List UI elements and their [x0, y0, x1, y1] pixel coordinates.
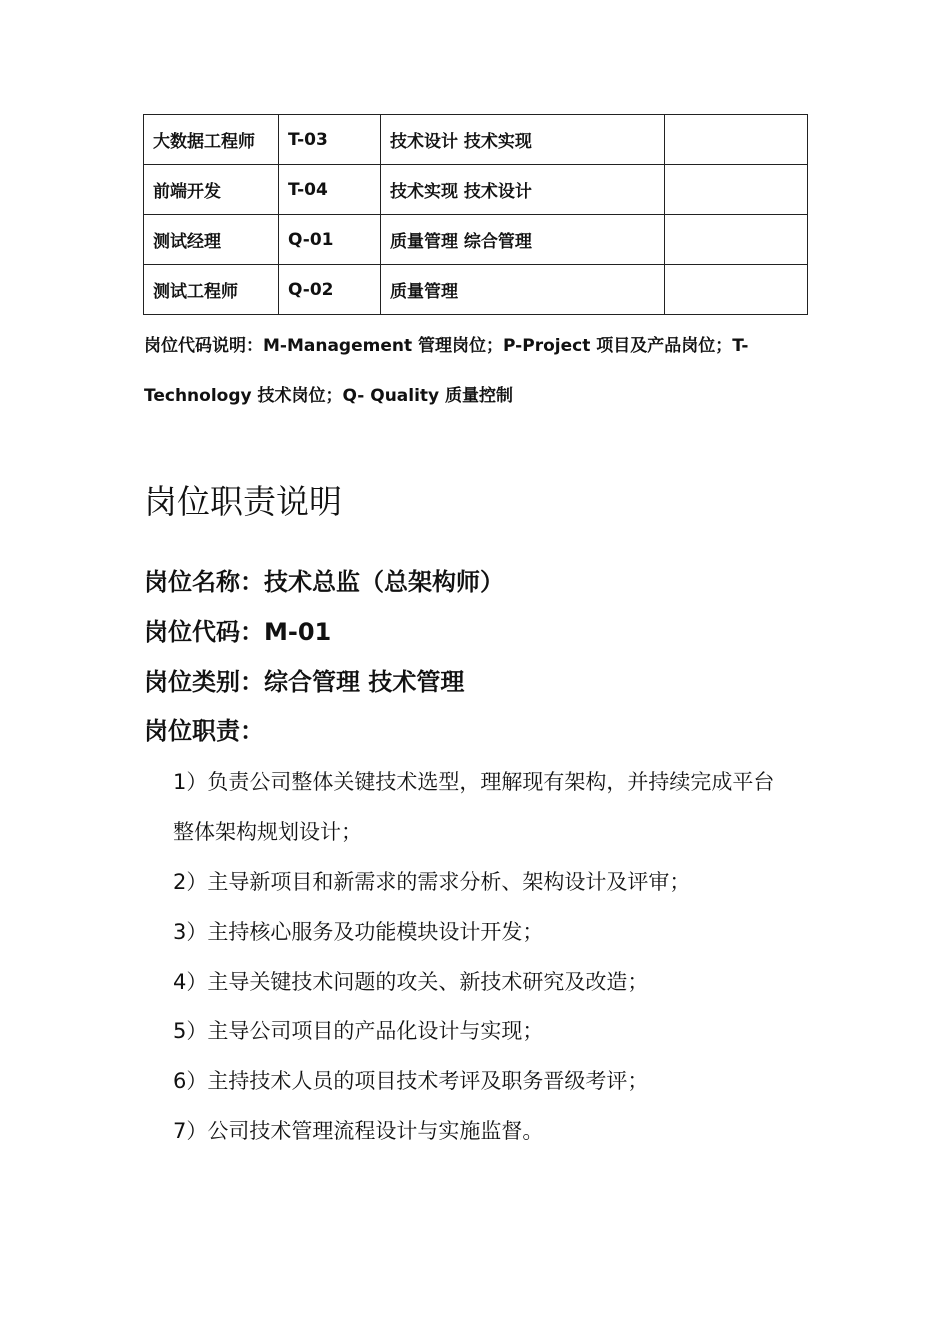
duty-item-1-continued: 整体架构规划设计； [173, 820, 362, 844]
role-code-cell: Q-01 [279, 215, 381, 265]
role-note-cell [665, 165, 808, 215]
role-note-cell [665, 215, 808, 265]
role-category-cell: 质量管理 [381, 265, 665, 315]
job-duty-heading: 岗位职责： [144, 717, 264, 745]
section-title: 岗位职责说明 [144, 482, 342, 521]
role-code-cell: T-04 [279, 165, 381, 215]
table-row [144, 265, 808, 315]
duty-item-5: 5）主导公司项目的产品化设计与实现； [173, 1019, 544, 1043]
role-code-cell: Q-02 [279, 265, 381, 315]
role-category-cell: 技术实现 技术设计 [381, 165, 665, 215]
code-legend-line-2: Technology 技术岗位；Q- Quality 质量控制 [144, 386, 514, 406]
table-row [144, 215, 808, 265]
role-category-cell: 技术设计 技术实现 [381, 115, 665, 165]
duty-item-6: 6）主持技术人员的项目技术考评及职务晋级考评； [173, 1069, 649, 1093]
duty-item-3: 3）主持核心服务及功能模块设计开发； [173, 920, 544, 944]
role-name-cell: 前端开发 [144, 165, 279, 215]
job-code-field: 岗位代码：M-01 [144, 618, 332, 646]
code-legend-line-1: 岗位代码说明：M-Management 管理岗位；P-Project 项目及产品岗位；T- [144, 336, 749, 356]
duty-item-1: 1）负责公司整体关键技术选型，理解现有架构，并持续完成平台 [173, 770, 775, 794]
role-category-cell: 质量管理 综合管理 [381, 215, 665, 265]
job-category-field: 岗位类别：综合管理 技术管理 [144, 668, 465, 696]
duty-item-2: 2）主导新项目和新需求的需求分析、架构设计及评审； [173, 870, 691, 894]
role-note-cell [665, 265, 808, 315]
role-name-cell: 测试经理 [144, 215, 279, 265]
table-row [144, 165, 808, 215]
role-note-cell [665, 115, 808, 165]
job-name-field: 岗位名称：技术总监（总架构师） [144, 568, 504, 596]
duty-item-4: 4）主导关键技术问题的攻关、新技术研究及改造； [173, 970, 649, 994]
role-name-cell: 大数据工程师 [144, 115, 279, 165]
role-code-table [143, 114, 808, 315]
role-code-cell: T-03 [279, 115, 381, 165]
table-row [144, 115, 808, 165]
role-name-cell: 测试工程师 [144, 265, 279, 315]
duty-item-7: 7）公司技术管理流程设计与实施监督。 [173, 1119, 544, 1143]
